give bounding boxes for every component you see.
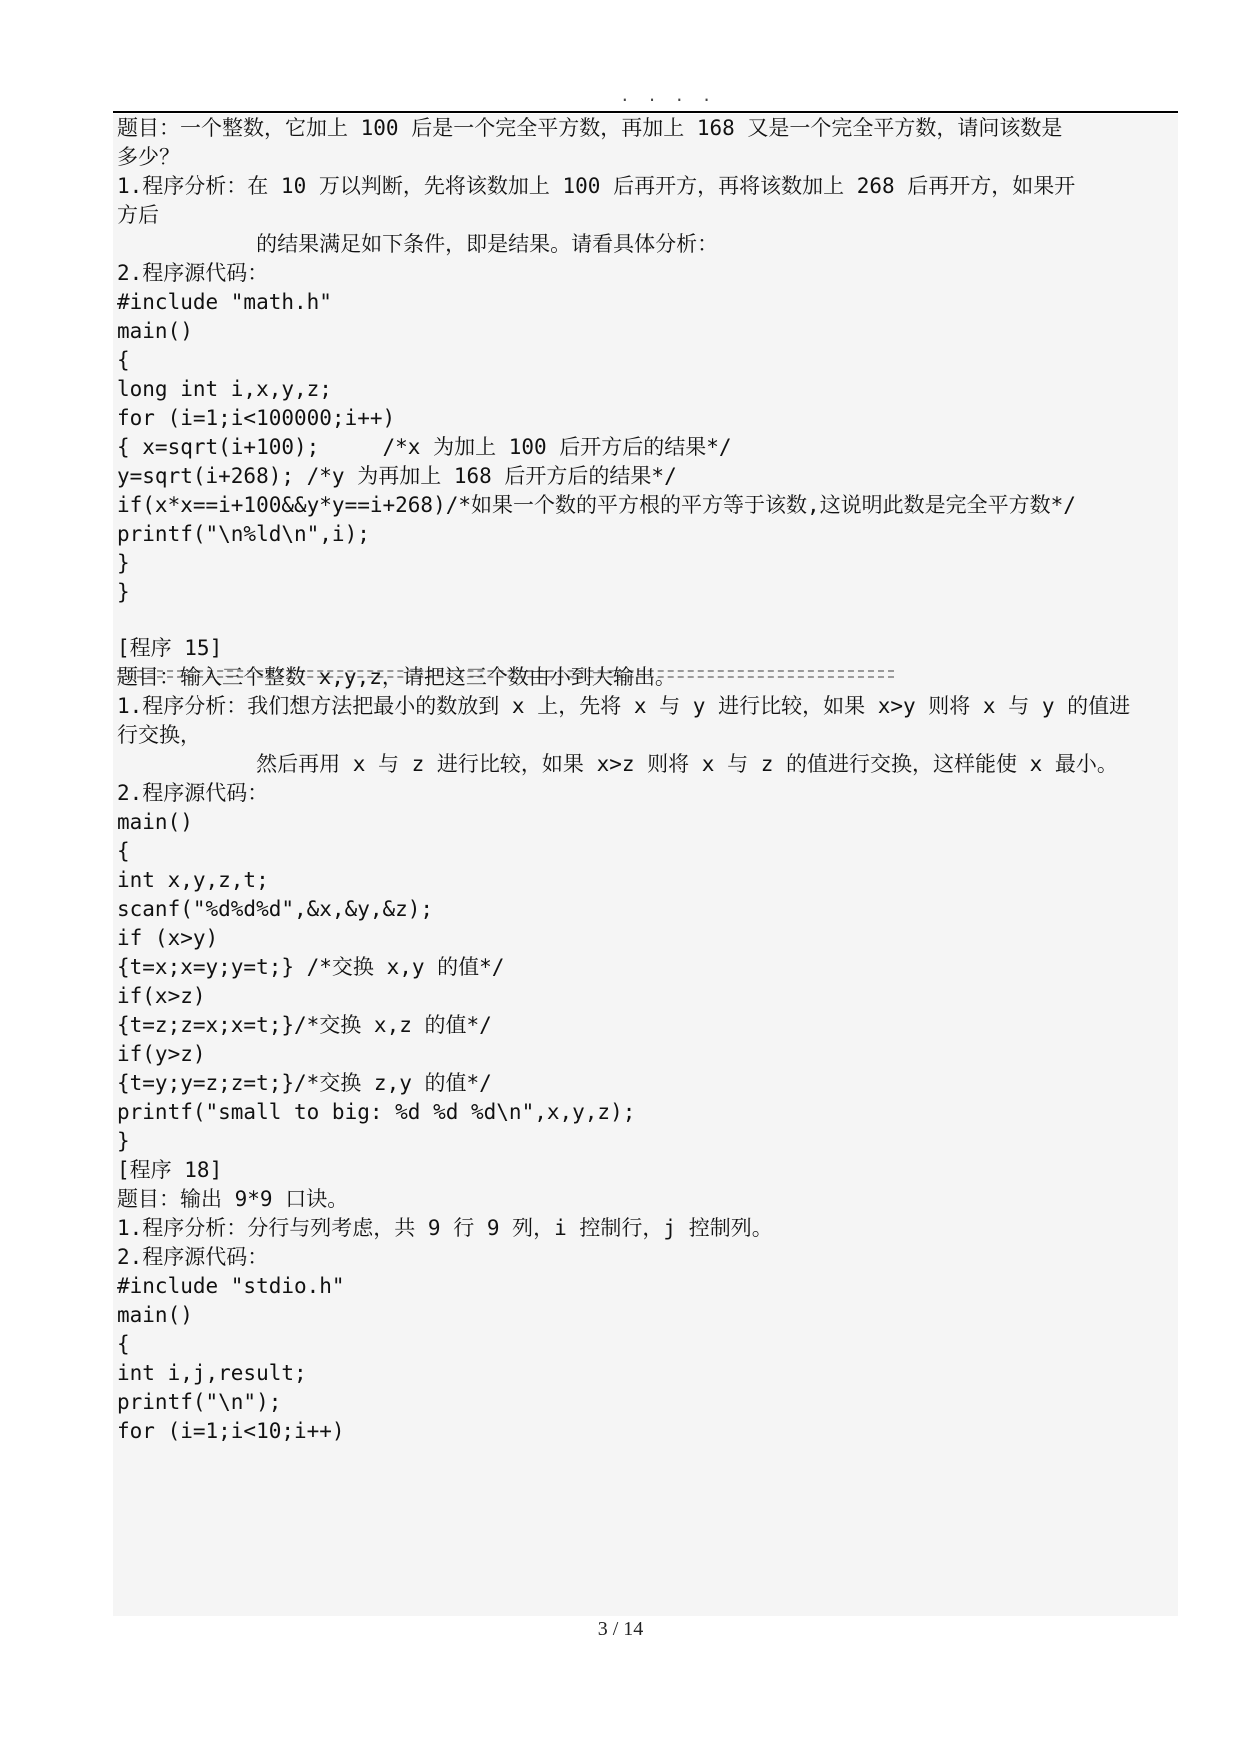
code-line: }	[117, 551, 130, 575]
code-line: if(x>z)	[117, 984, 206, 1008]
code-line: int x,y,z,t;	[117, 868, 269, 892]
code-line: y=sqrt(i+268); /*y 为再加上 168 后开方后的结果*/	[117, 464, 677, 488]
text-line: 1.程序分析：我们想方法把最小的数放到 x 上，先将 x 与 y 进行比较，如果 x>y 则将 x 与 y 的值进	[117, 694, 1131, 718]
code-line: printf("\n%ld\n",i);	[117, 522, 370, 546]
code-line: if (x>y)	[117, 926, 219, 950]
code-line: {	[117, 839, 130, 863]
code-line: if(y>z)	[117, 1042, 206, 1066]
text-line: 的结果满足如下条件，即是结果。请看具体分析：	[117, 232, 719, 256]
code-line: if(x*x==i+100&&y*y==i+268)/*如果一个数的平方根的平方等于该数,这说明此数是完全平方数*/	[117, 493, 1076, 517]
code-line: for (i=1;i<10;i++)	[117, 1419, 345, 1443]
code-line: for (i=1;i<100000;i++)	[117, 406, 396, 430]
code-line: {	[117, 348, 130, 372]
header-rule	[113, 111, 1178, 113]
code-line: }	[117, 580, 130, 604]
text-line: 2.程序源代码：	[117, 1245, 269, 1269]
text-line: 2.程序源代码：	[117, 781, 269, 805]
code-line: #include "math.h"	[117, 290, 332, 314]
text-line: 题目：输出 9*9 口诀。	[117, 1187, 349, 1211]
section-heading: [程序 15]	[117, 636, 223, 660]
code-line: long int i,x,y,z;	[117, 377, 332, 401]
code-line: main()	[117, 810, 193, 834]
text-line: 1.程序分析：在 10 万以判断，先将该数加上 100 后再开方，再将该数加上 268 后再开方，如果开	[117, 174, 1076, 198]
text-line: 行交换，	[117, 723, 201, 747]
text-line: 题目：一个整数，它加上 100 后是一个完全平方数，再加上 168 又是一个完全平方数，请问该数是	[117, 116, 1063, 140]
text-line: 2.程序源代码：	[117, 261, 269, 285]
text-line: 方后	[117, 203, 159, 227]
code-line: scanf("%d%d%d",&x,&y,&z);	[117, 897, 434, 921]
text-line: 然后再用 x 与 z 进行比较，如果 x>z 则将 x 与 z 的值进行交换，这样能使 x 最小。	[117, 752, 1118, 776]
code-line: {t=z;z=x;x=t;}/*交换 x,z 的值*/	[117, 1013, 492, 1037]
code-line: {t=x;x=y;y=t;} /*交换 x,y 的值*/	[117, 955, 505, 979]
code-line: main()	[117, 1303, 193, 1327]
section-heading: [程序 18]	[117, 1158, 223, 1182]
code-line: { x=sqrt(i+100); /*x 为加上 100 后开方后的结果*/	[117, 435, 732, 459]
code-line: printf("small to big: %d %d %d\n",x,y,z);	[117, 1100, 636, 1124]
header-dots: . . . .	[620, 86, 716, 105]
code-line: int i,j,result;	[117, 1361, 307, 1385]
code-line: }	[117, 1129, 130, 1153]
code-line: #include "stdio.h"	[117, 1274, 345, 1298]
code-line: {	[117, 1332, 130, 1356]
code-line: {t=y;y=z;z=t;}/*交换 z,y 的值*/	[117, 1071, 492, 1095]
text-line: 题目：输入三个整数 x,y,z，请把这三个数由小到大输出。	[117, 665, 676, 689]
code-line: printf("\n");	[117, 1390, 282, 1414]
document-body	[113, 114, 1178, 1616]
code-line: main()	[117, 319, 193, 343]
text-line: 1.程序分析：分行与列考虑，共 9 行 9 列，i 控制行，j 控制列。	[117, 1216, 773, 1240]
page-number: 3 / 14	[597, 1618, 644, 1640]
text-line: 多少？	[117, 145, 180, 169]
